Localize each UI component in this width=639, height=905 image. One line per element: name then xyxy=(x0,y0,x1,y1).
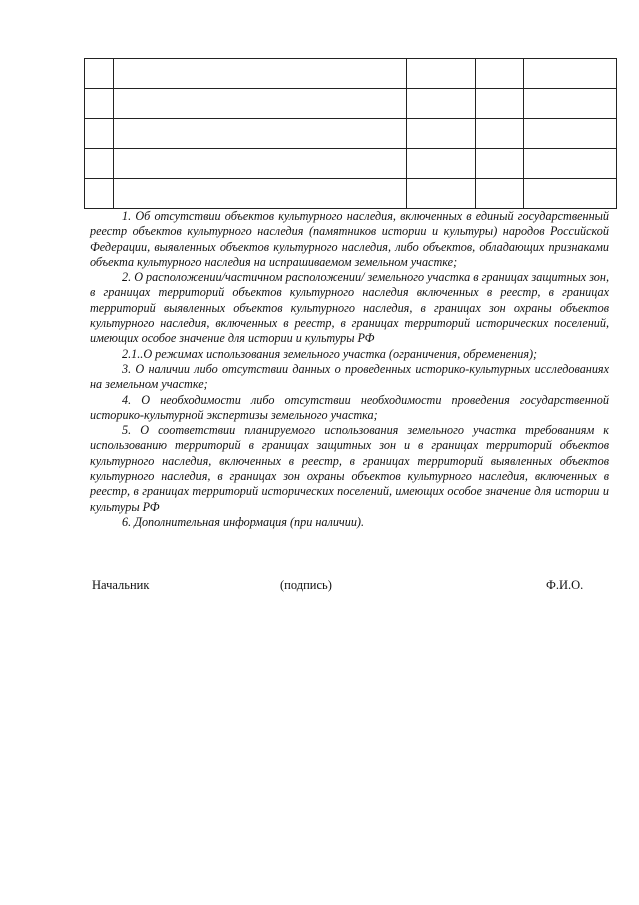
table-cell xyxy=(407,59,476,89)
table-cell xyxy=(407,179,476,209)
table-cell xyxy=(114,89,407,119)
table-cell xyxy=(407,149,476,179)
table-cell xyxy=(524,119,617,149)
table-cell xyxy=(85,149,114,179)
paragraph-5: 5. О соответствии планируемого использования земельного участка требованиям к использованию территорий в границах защитных зон и в границах территорий объектов культурного наследия, включенных в реестр, в границах территорий выявленных объектов культурного наследия, в границах зон охраны объектов культурного наследия, включенных в реестр, в границах территорий исторических поселений, имеющих особое значение для истории и культуры РФ xyxy=(90,423,609,514)
paragraph-3: 3. О наличии либо отсутствии данных о проведенных историко-культурных исследованиях на земельном участке; xyxy=(90,361,609,392)
paragraph-2-1: 2.1..О режимах использования земельного участка (ограничения, обременения); xyxy=(122,346,538,361)
position-label: Начальник xyxy=(92,578,150,592)
table-cell xyxy=(85,59,114,89)
table-cell xyxy=(85,89,114,119)
paragraph-1: 1. Об отсутствии объектов культурного наследия, включенных в единый государственный реестр объектов культурного наследия (памятников истории и культуры) народов Российской Федерации, выявленных объектов культурного наследия, либо объектов, обладающих признаками объекта культурного наследия на испрашиваемом земельном участке; xyxy=(90,209,609,269)
document-body xyxy=(90,209,609,530)
table-cell xyxy=(407,119,476,149)
table-row xyxy=(85,119,617,149)
table-cell xyxy=(114,149,407,179)
table-cell xyxy=(114,59,407,89)
empty-table xyxy=(84,58,617,209)
paragraph-2: 2. О расположении/частичном расположении/ земельного участка в границах защитных зон, в границах территорий объектов культурного наследия включенных в реестр, в границах территорий выявленных объектов культурного наследия, в границах зон охраны объектов культурного наследия, включенных в реестр, в границах территорий исторических поселений, имеющих особое значение для истории и культуры РФ xyxy=(90,270,609,346)
table-cell xyxy=(85,179,114,209)
table-cell xyxy=(476,179,524,209)
table-cell xyxy=(476,119,524,149)
table-cell xyxy=(476,149,524,179)
table-row xyxy=(85,89,617,119)
table-cell xyxy=(524,149,617,179)
table-cell xyxy=(114,119,407,149)
table-row xyxy=(85,149,617,179)
table-cell xyxy=(114,179,407,209)
table-cell xyxy=(524,179,617,209)
table-row xyxy=(85,59,617,89)
paragraph-4: 4. О необходимости либо отсутствии необходимости проведения государственной историко-культурной экспертизы земельного участка; xyxy=(90,392,609,422)
table-cell xyxy=(476,59,524,89)
table-cell xyxy=(524,89,617,119)
table-cell xyxy=(524,59,617,89)
table-row xyxy=(85,179,617,209)
paragraph-6: 6. Дополнительная информация (при наличии). xyxy=(122,514,365,529)
table-cell xyxy=(407,89,476,119)
table-cell xyxy=(85,119,114,149)
signature-label: (подпись) xyxy=(280,578,332,592)
table-cell xyxy=(476,89,524,119)
name-label: Ф.И.О. xyxy=(546,578,584,592)
